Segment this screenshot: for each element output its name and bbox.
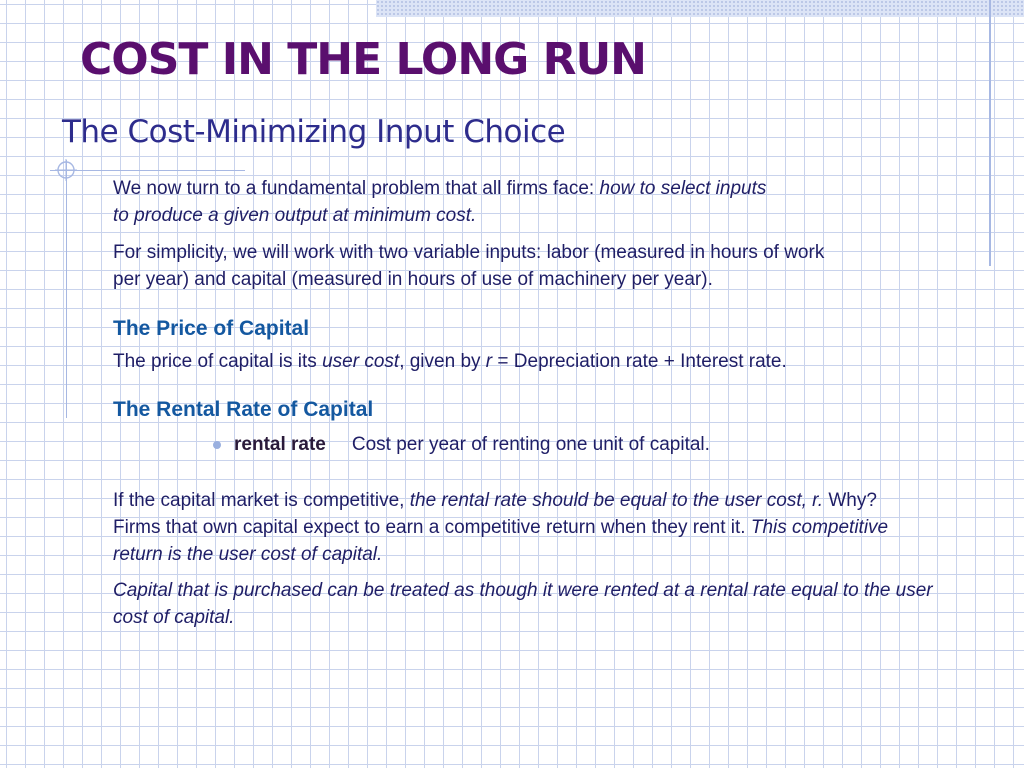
market-italic-b: This competitive return is the user cost of capital. bbox=[113, 517, 889, 565]
intro-paragraph bbox=[113, 175, 783, 229]
slide-subtitle: The Cost-Minimizing Input Choice bbox=[62, 114, 566, 150]
purchased-capital-paragraph bbox=[113, 577, 933, 631]
subtitle-underline-rule bbox=[50, 170, 245, 171]
right-vertical-rule bbox=[989, 0, 991, 266]
purchased-capital-text: Capital that is purchased can be treated as though it were rented at a rental rate equal to the user cost of capital. bbox=[113, 580, 933, 628]
price-of-capital-heading: The Price of Capital bbox=[113, 317, 310, 340]
price-text-part-b: , given by bbox=[399, 351, 486, 372]
rental-rate-heading: The Rental Rate of Capital bbox=[113, 398, 374, 421]
user-cost-term: user cost bbox=[322, 351, 400, 372]
market-text-part-b: Why? Firms that own capital expect to earn a competitive return when they rent it. bbox=[113, 490, 877, 538]
market-text-part-a: If the capital market is competitive, bbox=[113, 490, 410, 511]
bullet-dot-icon bbox=[213, 441, 221, 449]
simplicity-paragraph: For simplicity, we will work with two variable inputs: labor (measured in hours of work per year) and capital (measured in hours of use of machinery per year). bbox=[113, 242, 825, 290]
top-decorative-band bbox=[376, 0, 1024, 17]
price-of-capital-text bbox=[113, 348, 943, 375]
competitive-market-paragraph bbox=[113, 487, 913, 568]
slide-body bbox=[113, 175, 943, 631]
r-variable: r bbox=[485, 351, 493, 372]
definition-text: Cost per year of renting one unit of capital. bbox=[351, 434, 710, 455]
price-text-part-a: The price of capital is its bbox=[113, 351, 323, 372]
left-vertical-rule bbox=[66, 160, 67, 418]
price-text-part-c: = Depreciation rate + Interest rate. bbox=[492, 351, 787, 372]
intro-text: We now turn to a fundamental problem that all firms face: bbox=[113, 178, 600, 199]
slide-title: COST IN THE LONG RUN bbox=[80, 34, 647, 85]
market-italic-a: the rental rate should be equal to the user cost, r. bbox=[409, 490, 824, 511]
definition-term: rental rate bbox=[234, 434, 326, 455]
crosshair-icon bbox=[55, 159, 77, 181]
intro-italic-text: how to select inputs to produce a given output at minimum cost. bbox=[113, 178, 767, 226]
rental-rate-definition bbox=[213, 431, 943, 458]
